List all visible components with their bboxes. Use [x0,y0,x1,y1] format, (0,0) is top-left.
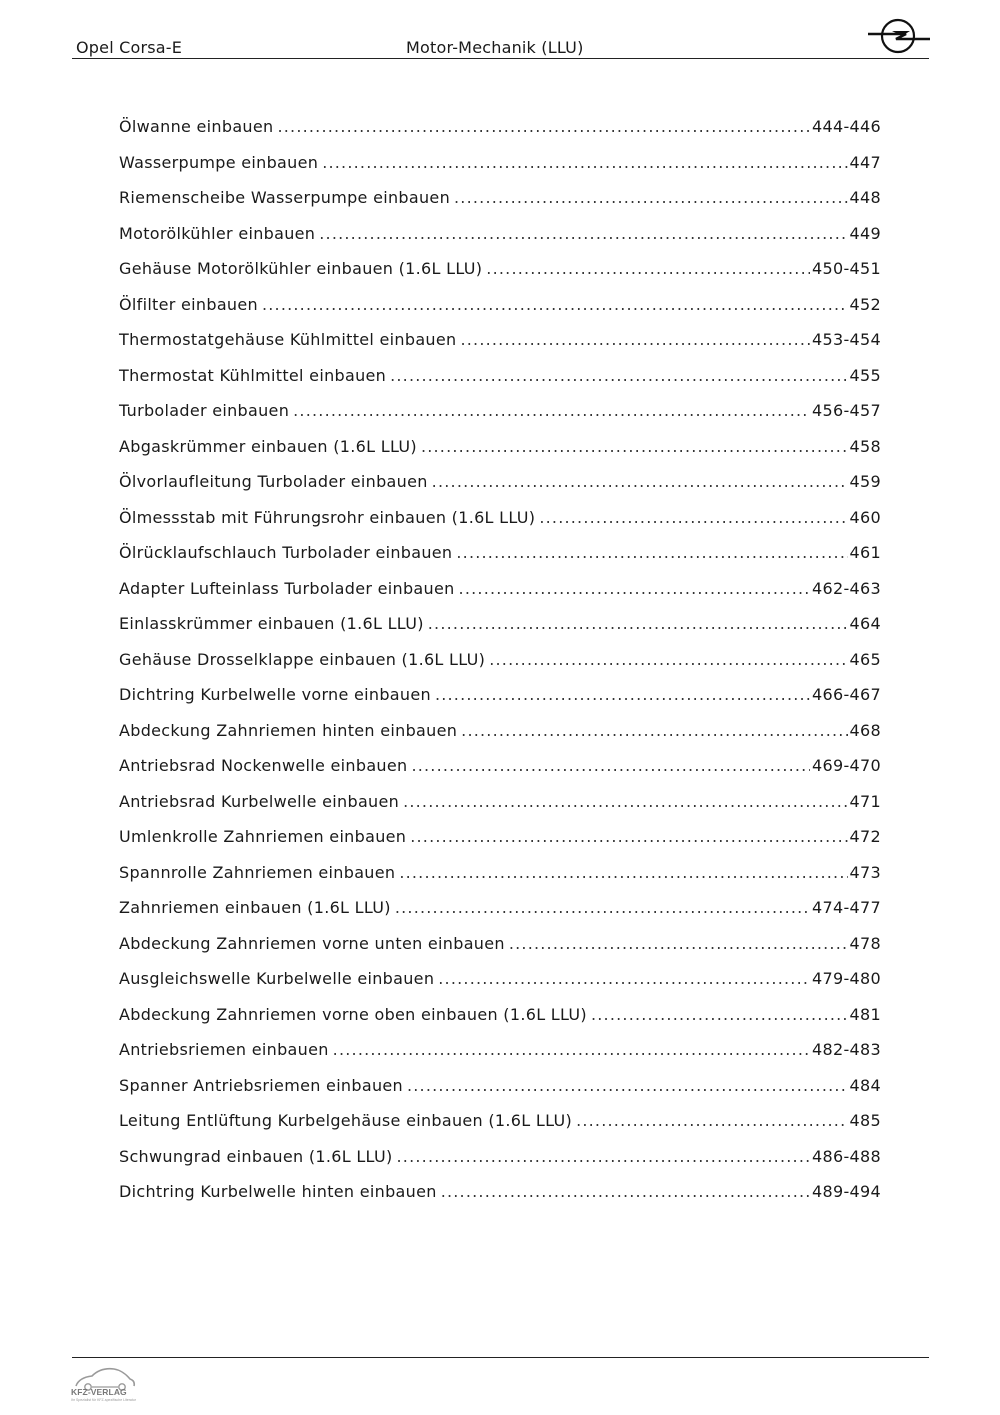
toc-leader-dots [319,224,847,243]
toc-entry-page: 458 [849,436,881,456]
toc-entry-title: Ausgleichswelle Kurbelwelle einbauen [119,969,435,988]
toc-leader-dots [322,153,847,172]
toc-leader-dots [539,508,847,527]
toc-leader-dots [411,756,810,775]
toc-entry [119,1076,881,1112]
toc-entry-title: Spanner Antriebsriemen einbauen [119,1075,403,1095]
toc-entry-title: Ölwanne einbauen [119,117,274,136]
toc-entry-title: Gehäuse Drosselklappe einbauen (1.6L LLU) [119,649,486,669]
toc-entry-page: 450-451 [812,259,881,278]
toc-entry [119,437,881,473]
toc-entry-title: Umlenkrolle Zahnriemen einbauen [119,827,407,846]
toc-entry-page: 479-480 [812,969,881,988]
toc-entry [119,898,881,934]
toc-entry-page: 465 [849,649,881,669]
toc-entry-title: Thermostat Kühlmittel einbauen [119,365,387,385]
toc-entry-page: 455 [849,365,881,385]
toc-entry-title: Abgaskrümmer einbauen (1.6L LLU) [119,436,417,456]
toc-entry-title: Ölfilter einbauen [119,294,258,314]
toc-entry [119,863,881,899]
toc-entry [119,224,881,260]
toc-leader-dots [428,614,848,633]
toc-leader-dots [432,472,848,491]
toc-entry-page: 486-488 [812,1146,881,1166]
toc-entry [119,295,881,331]
toc-entry [119,934,881,970]
toc-entry-page: 456-457 [812,401,881,420]
toc-entry-title: Einlasskrümmer einbauen (1.6L LLU) [119,614,424,633]
toc-entry-page: 471 [849,791,881,811]
toc-entry-page: 473 [849,862,881,882]
toc-entry-page: 484 [849,1075,881,1095]
toc-entry-title: Dichtring Kurbelwelle vorne einbauen [119,685,431,704]
toc-entry [119,508,881,544]
toc-entry [119,579,881,615]
toc-entry-title: Wasserpumpe einbauen [119,152,319,172]
toc-entry-title: Ölmessstab mit Führungsrohr einbauen (1.6L LLU) [119,507,536,527]
toc-entry-page: 449 [849,223,881,243]
toc-entry-title: Spannrolle Zahnriemen einbauen [119,862,396,882]
toc-entry [119,330,881,366]
toc-entry-title: Adapter Lufteinlass Turbolader einbauen [119,578,455,598]
toc-leader-dots [441,1182,810,1201]
toc-leader-dots [459,579,811,598]
toc-entry [119,117,881,153]
toc-leader-dots [293,401,810,420]
toc-entry [119,1111,881,1147]
toc-leader-dots [399,863,847,882]
toc-entry-page: 459 [849,472,881,491]
toc-entry-page: 448 [849,188,881,207]
toc-entry [119,1147,881,1183]
toc-entry-page: 472 [849,827,881,846]
toc-entry-page: 453-454 [812,330,881,349]
toc-entry [119,1005,881,1041]
toc-leader-dots [438,969,810,988]
toc-entry [119,401,881,437]
toc-entry-page: 460 [849,507,881,527]
toc-entry [119,259,881,295]
toc-entry [119,685,881,721]
toc-entry-title: Gehäuse Motorölkühler einbauen (1.6L LLU) [119,259,483,278]
footer-divider [72,1357,929,1358]
toc-entry [119,614,881,650]
toc-entry-title: Antriebsrad Nockenwelle einbauen [119,756,408,775]
toc-entry-title: Motorölkühler einbauen [119,223,316,243]
toc-entry-title: Antriebsriemen einbauen [119,1040,329,1059]
toc-leader-dots [403,792,847,811]
toc-leader-dots [591,1005,848,1024]
toc-entry-title: Antriebsrad Kurbelwelle einbauen [119,791,400,811]
toc-leader-dots [421,437,848,456]
toc-leader-dots [576,1111,847,1130]
toc-entry [119,472,881,508]
toc-entry [119,188,881,224]
toc-leader-dots [460,330,810,349]
header-vehicle-title: Opel Corsa-E [76,38,183,57]
toc-entry-title: Abdeckung Zahnriemen vorne oben einbauen (1.6L LLU) [119,1004,587,1024]
toc-entry-title: Turbolader einbauen [119,401,290,420]
toc-entry [119,827,881,863]
toc-entry-title: Schwungrad einbauen (1.6L LLU) [119,1146,393,1166]
toc-entry-title: Abdeckung Zahnriemen vorne unten einbauen [119,933,505,953]
toc-leader-dots [333,1040,810,1059]
publisher-logo-subtext: Ihr Spezialist für KFZ-spezifische Literatur [71,1398,136,1402]
toc-entry [119,1182,881,1218]
publisher-logo-text: KFZ-VERLAG [71,1387,127,1397]
toc-entry-title: Leitung Entlüftung Kurbelgehäuse einbauen (1.6L LLU) [119,1111,573,1130]
header-section-title: Motor-Mechanik (LLU) [406,38,584,57]
opel-lightning-logo-icon [866,16,932,56]
toc-leader-dots [277,117,810,136]
toc-entry [119,969,881,1005]
toc-entry-title: Dichtring Kurbelwelle hinten einbauen [119,1182,437,1201]
toc-entry [119,153,881,189]
toc-entry-page: 485 [849,1111,881,1130]
toc-leader-dots [390,366,847,385]
toc-entry-title: Riemenscheibe Wasserpumpe einbauen [119,188,451,207]
toc-entry-title: Thermostatgehäuse Kühlmittel einbauen [119,330,457,349]
toc-leader-dots [435,685,810,704]
table-of-contents [119,117,881,1218]
toc-entry [119,756,881,792]
toc-entry-page: 452 [849,294,881,314]
toc-leader-dots [486,259,810,278]
toc-leader-dots [509,934,848,953]
toc-entry [119,366,881,402]
toc-entry-page: 461 [849,543,881,562]
toc-leader-dots [397,1147,811,1166]
toc-entry-title: Ölrücklaufschlauch Turbolader einbauen [119,543,453,562]
toc-entry-title: Ölvorlaufleitung Turbolader einbauen [119,472,428,491]
toc-entry [119,543,881,579]
toc-leader-dots [456,543,847,562]
toc-entry [119,1040,881,1076]
toc-entry-page: 464 [849,614,881,633]
toc-entry-page: 466-467 [812,685,881,704]
page-header [72,22,929,59]
toc-entry-page: 469-470 [812,756,881,775]
toc-leader-dots [262,295,848,314]
toc-leader-dots [489,650,847,669]
toc-leader-dots [461,721,847,740]
toc-leader-dots [454,188,848,207]
toc-entry-page: 482-483 [812,1040,881,1059]
toc-leader-dots [395,898,810,917]
toc-entry-title: Zahnriemen einbauen (1.6L LLU) [119,898,391,917]
toc-entry-title: Abdeckung Zahnriemen hinten einbauen [119,720,458,740]
toc-entry-page: 489-494 [812,1182,881,1201]
toc-entry-page: 474-477 [812,898,881,917]
toc-entry [119,650,881,686]
toc-entry [119,792,881,828]
toc-entry-page: 447 [849,152,881,172]
toc-entry-page: 444-446 [812,117,881,136]
toc-entry-page: 468 [849,720,881,740]
toc-leader-dots [407,1076,848,1095]
toc-entry-page: 481 [849,1004,881,1024]
toc-entry-page: 478 [849,933,881,953]
toc-leader-dots [410,827,847,846]
toc-entry [119,721,881,757]
toc-entry-page: 462-463 [812,578,881,598]
